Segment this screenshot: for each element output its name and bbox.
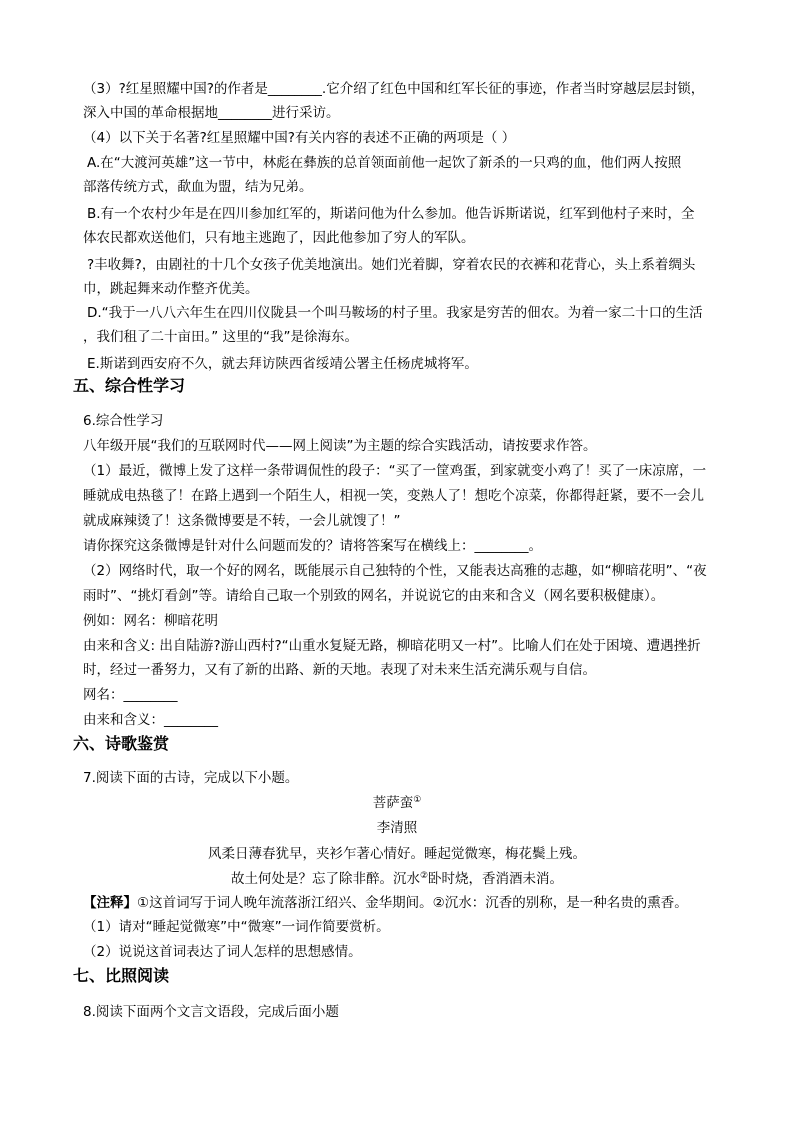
poem-line-2-note-mark: ② <box>419 871 429 881</box>
q4-option-e-1: E.斯诺到西安府不久，就去拜访陕西省绥靖公署主任杨虎城将军。 <box>87 356 478 372</box>
section-5-heading: 五、综合性学习 <box>73 376 186 395</box>
q4-option-b-2: 体农民都欢送他们，只有地主逃跑了，因此他参加了穷人的军队。 <box>83 230 475 246</box>
q4-option-a-1: A.在“大渡河英雄”这一节中，林彪在彝族的总首领面前他一起饮了新杀的一只鸡的血，他们两人按照 <box>87 155 682 171</box>
q4-option-a-2: 部落传统方式，歃血为盟，结为兄弟。 <box>83 179 313 195</box>
q6-example-meaning-1: 由来和含义: 出自陆游?游山西村?“山重水复疑无路，柳暗花明又一村”。比喻人们在处于困境、遭遇挫折 <box>83 638 701 654</box>
q4-stem: （4）以下关于名著?红星照耀中国?有关内容的表述不正确的两项是（ ） <box>83 130 516 146</box>
q7-part2: （2）说说这首词表达了词人怎样的思想感情。 <box>83 944 362 960</box>
poem-line-2 <box>0 870 794 888</box>
q4-option-d-2: ，我们租了二十亩田。” 这里的“我”是徐海东。 <box>83 329 359 345</box>
question-6-number: 6.综合性学习 <box>83 413 164 429</box>
q3-line-2: 深入中国的革命根据地________进行采访。 <box>83 105 340 121</box>
q4-option-d-1: D.“我于一八八六年生在四川仪陇县一个叫马鞍场的村子里。我家是穷苦的佃农。为着一家二十口的生活 <box>87 305 703 321</box>
question-8-number: 8.阅读下面两个文言文语段，完成后面小题 <box>83 1004 339 1020</box>
q6-example-meaning-2: 时，经过一番努力，又有了新的出路、新的天地。表现了对未来生活充满乐观与自信。 <box>83 662 596 678</box>
section-7-heading: 七、比照阅读 <box>73 966 170 985</box>
q6-part1-line-3: 就成麻辣烫了！这条微博要是不转，一会儿就馊了！” <box>83 513 401 529</box>
poem-title <box>0 794 794 812</box>
notes-label: 【注释】 <box>83 895 137 911</box>
notes-text: ①这首词写于词人晚年流落浙江绍兴、金华期间。②沉水：沉香的别称，是一种名贵的熏香。 <box>137 895 688 911</box>
q6-part1-line-2: 睡就成电热毯了！在路上遇到一个陌生人，相视一笑，变熟人了！想吃个凉菜，你都得赶紧，要不一会儿 <box>83 488 704 504</box>
q6-answer-meaning: 由来和含义：________ <box>83 712 218 728</box>
poem-author: 李清照 <box>376 820 418 836</box>
q7-part1: （1）请对“睡起觉微寒”中“微寒”一词作简要赏析。 <box>83 919 390 935</box>
q6-example-name: 例如：网名：柳暗花明 <box>83 613 218 629</box>
poem-notes <box>83 894 688 912</box>
question-7-number: 7.阅读下面的古诗，完成以下小题。 <box>83 770 299 786</box>
q4-option-b-1: B.有一个农村少年是在四川参加红军的，斯诺问他为什么参加。他告诉斯诺说，红军到他村子来时，全 <box>87 206 695 222</box>
q3-line-1: （3）?红星照耀中国?的作者是________.它介绍了红色中国和红军长征的事迹，作者当时穿越层层封锁， <box>83 81 705 97</box>
q6-part1-question: 请你探究这条微博是针对什么问题而发的？请将答案写在横线上：________。 <box>83 538 542 554</box>
q6-part1-line-1: （1）最近，微博上发了这样一条带调侃性的段子：“买了一筐鸡蛋，到家就变小鸡了！买了一床凉席，一 <box>83 463 707 479</box>
poem-title-note-mark: ① <box>413 795 422 805</box>
section-6-heading: 六、诗歌鉴赏 <box>73 734 170 753</box>
q6-part2-line-2: 雨时”、“挑灯看剑”等。请给自己取一个别致的网名，并说说它的由来和含义（网名要积极健康）。 <box>83 588 665 604</box>
question-6-intro: 八年级开展“我们的互联网时代——网上阅读”为主题的综合实践活动，请按要求作答。 <box>83 438 597 454</box>
poem-line-2-a: 故土何处是？忘了除非醉。沉水 <box>230 871 420 887</box>
q4-option-c-1: ?丰收舞?，由剧社的十几个女孩子优美地演出。她们光着脚，穿着农民的衣裤和花背心，头上系着绸头 <box>87 257 696 273</box>
poem-title-text: 菩萨蛮 <box>372 795 414 811</box>
q6-answer-name: 网名：________ <box>83 687 178 703</box>
q6-part2-line-1: （2）网络时代，取一个好的网名，既能展示自己独特的个性，又能表达高雅的志趣，如“柳暗花明”、“夜 <box>83 563 707 579</box>
poem-line-2-b: 卧时烧，香消酒未消。 <box>428 871 564 887</box>
poem-line-1: 风柔日薄春犹早，夹衫乍著心情好。睡起觉微寒，梅花鬓上残。 <box>208 846 586 862</box>
q4-option-c-2: 巾，跳起舞来动作整齐优美。 <box>83 281 259 297</box>
